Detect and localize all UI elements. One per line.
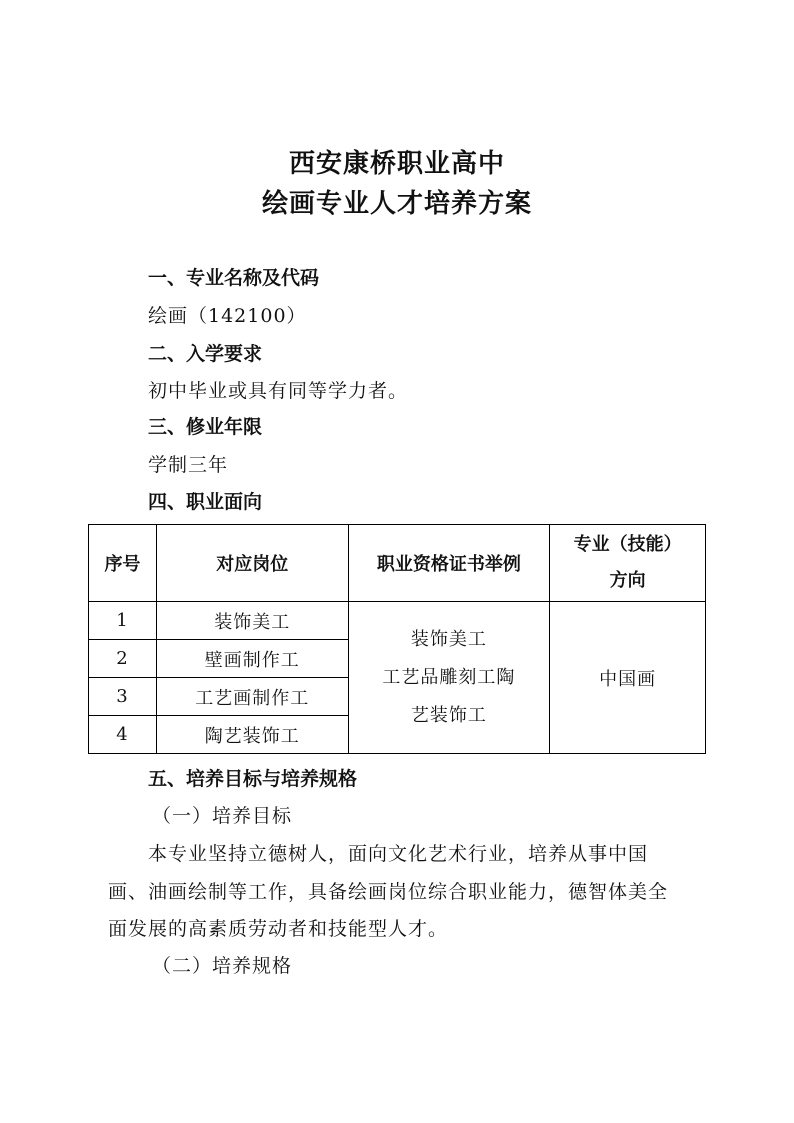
- doc-title-line2: 绘画专业人才培养方案: [261, 189, 532, 219]
- row-number: 2: [89, 640, 157, 678]
- section-heading: 二、入学要求: [148, 343, 263, 365]
- paragraph-line: 面发展的高素质劳动者和技能型人才。: [108, 918, 449, 940]
- row-position: 陶艺装饰工: [156, 716, 348, 754]
- row-number: 1: [89, 602, 157, 640]
- section-body: 绘画（142100）: [148, 305, 307, 327]
- header-cell: [550, 525, 706, 602]
- section-heading: 一、专业名称及代码: [148, 267, 320, 289]
- row-position: 工艺画制作工: [156, 678, 348, 716]
- paragraph-line: 本专业坚持立德树人，面向文化艺术行业，培养从事中国: [148, 843, 649, 865]
- subsection-heading: （二）培养规格: [152, 955, 293, 977]
- paragraph-line: 画、油画绘制等工作，具备绘画岗位综合职业能力，德智体美全: [108, 881, 669, 903]
- header-cell: 对应岗位: [156, 525, 348, 602]
- direction-cell: 中国画: [550, 602, 706, 754]
- section-body: 学制三年: [148, 454, 229, 476]
- row-number: 3: [89, 678, 157, 716]
- subsection-heading: （一）培养目标: [152, 805, 293, 827]
- table-header-row: [89, 525, 706, 602]
- certificates-cell: [348, 602, 550, 754]
- header-line: 方向: [609, 570, 646, 591]
- row-position: 装饰美工: [156, 602, 348, 640]
- table-row: [89, 602, 706, 640]
- section-heading: 三、修业年限: [148, 416, 263, 438]
- occupation-table: [88, 524, 706, 754]
- header-cell: 序号: [89, 525, 157, 602]
- doc-title-line1: 西安康桥职业高中: [288, 149, 505, 179]
- header-line: 专业（技能）: [573, 534, 682, 555]
- certificate-line: 工艺品雕刻工陶: [382, 666, 516, 688]
- header-cell: 职业资格证书举例: [348, 525, 550, 602]
- section-heading: 五、培养目标与培养规格: [148, 768, 358, 790]
- certificate-line: 装饰美工: [410, 628, 487, 650]
- section-body: 初中毕业或具有同等学力者。: [148, 380, 409, 402]
- certificate-line: 艺装饰工: [410, 704, 487, 726]
- row-number: 4: [89, 716, 157, 754]
- section-heading: 四、职业面向: [148, 491, 263, 513]
- row-position: 壁画制作工: [156, 640, 348, 678]
